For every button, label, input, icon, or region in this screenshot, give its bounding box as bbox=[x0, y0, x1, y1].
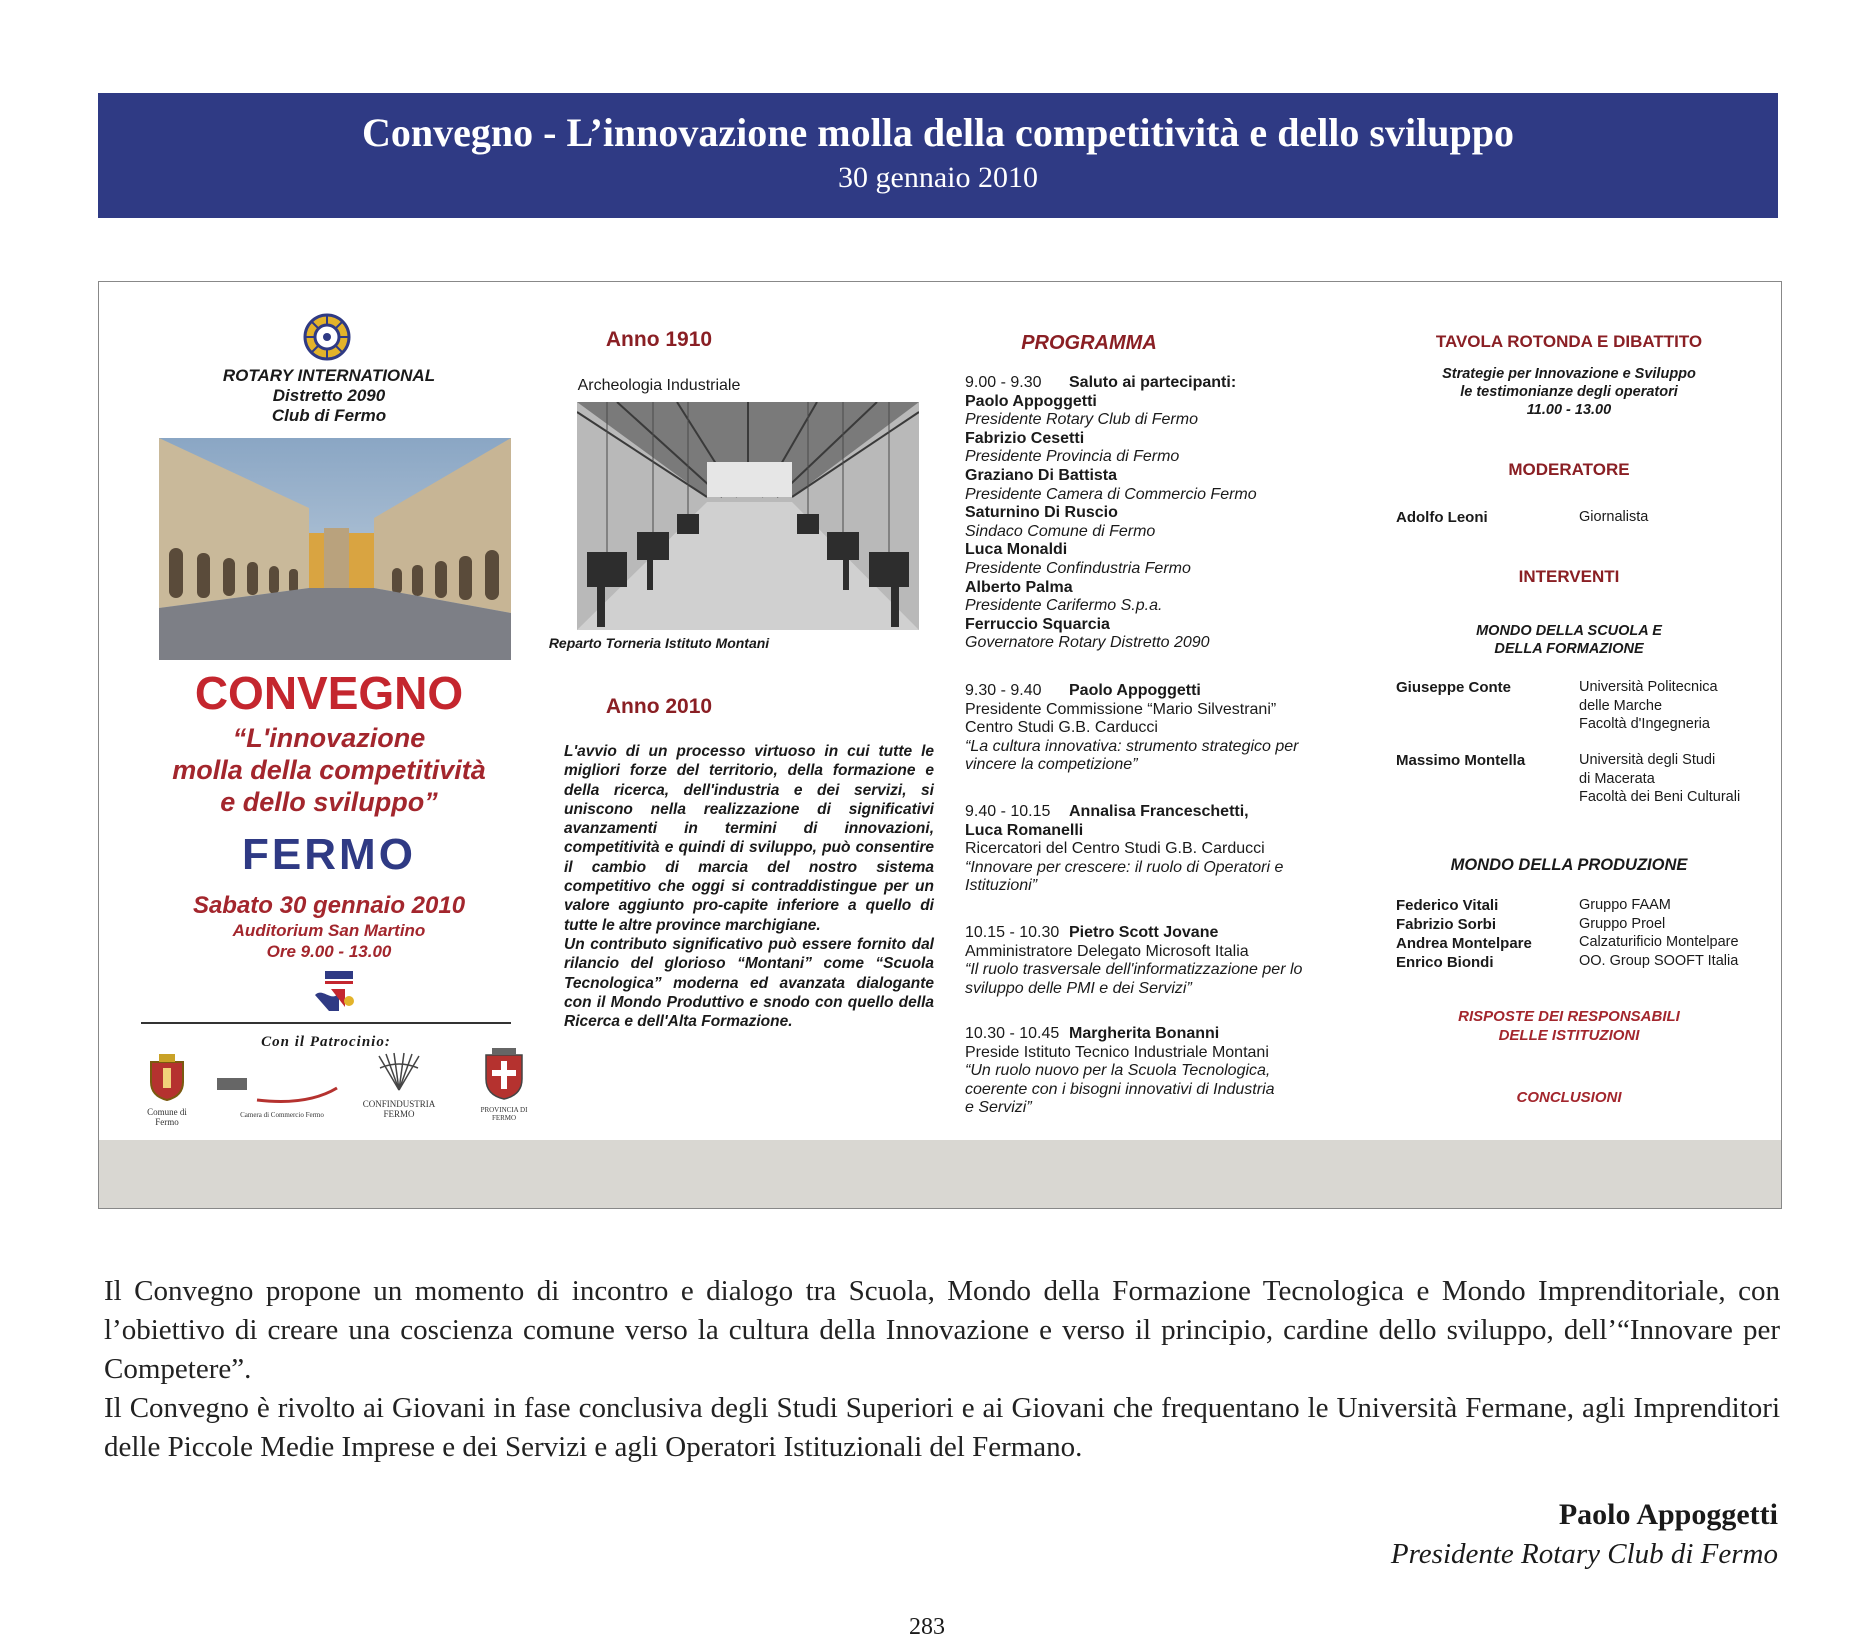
block1-title: Saluto ai partecipanti: bbox=[1069, 374, 1237, 391]
production-name: Federico Vitali bbox=[1396, 897, 1499, 914]
signature-name: Paolo Appoggetti bbox=[1558, 1498, 1778, 1531]
block5-talk-line: coerente con i bisogni innovativi di Industria bbox=[965, 1080, 1275, 1098]
speaker-name: Alberto Palma bbox=[965, 578, 1073, 596]
block4-talk-line: “Il ruolo trasversale dell'informatizzazione per lo bbox=[965, 961, 1303, 979]
comune-label: Comune di Fermo bbox=[147, 1107, 187, 1127]
block5-talk-line: e Servizi” bbox=[965, 1099, 1032, 1117]
header-banner bbox=[98, 93, 1778, 218]
block2-speaker: Paolo Appoggetti bbox=[1069, 682, 1201, 699]
photo-caption-bottom: Reparto Torneria Istituto Montani bbox=[548, 635, 770, 651]
production-names bbox=[1396, 896, 1532, 972]
year-1910-heading: Anno 1910 bbox=[605, 328, 713, 351]
block4-talk-line: sviluppo delle PMI e dei Servizi” bbox=[965, 979, 1192, 997]
production-name: Fabrizio Sorbi bbox=[1396, 916, 1497, 933]
moderatore-heading: MODERATORE bbox=[1508, 460, 1630, 479]
tavola-sub-line: 11.00 - 13.00 bbox=[1526, 402, 1612, 418]
event-hours: Ore 9.00 - 13.00 bbox=[266, 942, 392, 961]
camera-logo bbox=[217, 1072, 347, 1119]
rotary-club-name bbox=[179, 366, 479, 426]
affiliation-line: Facoltà dei Beni Culturali bbox=[1579, 789, 1741, 806]
risposte-line: DELLE ISTITUZIONI bbox=[1498, 1027, 1640, 1044]
comune-crest-icon bbox=[147, 1052, 187, 1102]
subtitle-line-3: e dello sviluppo” bbox=[220, 787, 438, 817]
affiliation-line: Università Politecnica bbox=[1579, 679, 1718, 695]
description-paragraph-1: Il Convegno propone un momento di incontro e dialogo tra Scuola, Mondo della Formazione Tecnologica e Mondo Imprenditoriale, con l’obiettivo di creare una coscienza comune verso la cultura della Innovazione e verso il principio, cardine dello sviluppo, dell’“Innovare per Competere”. bbox=[104, 1275, 1780, 1385]
club-logo-icon bbox=[309, 967, 359, 1017]
scuola-heading-line: MONDO DELLA SCUOLA E bbox=[1476, 623, 1662, 639]
city-title: FERMO bbox=[242, 830, 416, 879]
piazza-photo bbox=[159, 438, 511, 660]
program-block-4 bbox=[965, 924, 1365, 998]
tavola-rotonda-heading: TAVOLA ROTONDA E DIBATTITO bbox=[1435, 332, 1703, 351]
affiliation-line: di Macerata bbox=[1579, 770, 1655, 787]
block5-time: 10.30 - 10.45 bbox=[965, 1025, 1060, 1042]
speaker-name: Graziano Di Battista bbox=[965, 466, 1118, 484]
speaker-role: Presidente Carifermo S.p.a. bbox=[965, 597, 1163, 615]
block4-time: 10.15 - 10.30 bbox=[965, 924, 1060, 941]
page-number: 283 bbox=[909, 1614, 945, 1640]
banner-title: Convegno - L’innovazione molla della competitività e dello sviluppo bbox=[362, 110, 1514, 155]
speaker-role: Presidente Provincia di Fermo bbox=[965, 448, 1180, 466]
subtitle-line-2: molla della competitività bbox=[172, 755, 486, 785]
confindustria-label: CONFINDUSTRIA FERMO bbox=[362, 1099, 436, 1119]
scuola-heading bbox=[1379, 622, 1759, 658]
provincia-label: PROVINCIA DI FERMO bbox=[480, 1106, 528, 1122]
block3-speaker-2: Luca Romanelli bbox=[965, 821, 1084, 839]
camera-commercio-icon bbox=[217, 1072, 347, 1106]
block3-role-line: Ricercatori del Centro Studi G.B. Carducci bbox=[965, 840, 1265, 858]
block4-speaker: Pietro Scott Jovane bbox=[1069, 924, 1219, 941]
conclusioni-heading: CONCLUSIONI bbox=[1516, 1089, 1622, 1106]
block1-time: 9.00 - 9.30 bbox=[965, 374, 1042, 391]
production-affiliation: Calzaturificio Montelpare bbox=[1579, 934, 1739, 951]
rotary-line-2: Distretto 2090 bbox=[272, 386, 386, 405]
comune-logo bbox=[137, 1052, 197, 1127]
speaker-name: Ferruccio Squarcia bbox=[965, 615, 1110, 633]
signature-role: Presidente Rotary Club di Fermo bbox=[1390, 1538, 1778, 1570]
speaker-role: Presidente Confindustria Fermo bbox=[965, 559, 1191, 577]
block5-talk-line: “Un ruolo nuovo per la Scuola Tecnologica, bbox=[965, 1062, 1271, 1080]
risposte-line: RISPOSTE DEI RESPONSABILI bbox=[1458, 1008, 1680, 1025]
production-affiliation: OO. Group SOOFT Italia bbox=[1579, 953, 1739, 970]
produzione-heading: MONDO DELLA PRODUZIONE bbox=[1450, 856, 1688, 874]
block3-speaker: Annalisa Franceschetti, bbox=[1069, 803, 1249, 820]
speaker-name: Luca Monaldi bbox=[965, 541, 1068, 559]
provincia-logo bbox=[477, 1047, 531, 1122]
convegno-title: CONVEGNO bbox=[194, 667, 464, 719]
year-2010-heading: Anno 2010 bbox=[605, 695, 713, 718]
block5-role-line: Preside Istituto Tecnico Industriale Montani bbox=[965, 1043, 1269, 1061]
vision-paragraph-1: L'avvio di un processo virtuoso in cui tutte le migliori forze del territorio, della formazione e della ricerca, dell'industria e dei servizi, si uniscono nella realizzazione di significativi avanzamenti in termini di innovazioni, competitività e quindi di sviluppo, può consentire il cambio di marcia del nostro sistema competitivo che oggi si contraddistingue per un valore aggiunto pro-capite inferiore a quello di tutte le altre province marchigiane. bbox=[564, 743, 934, 934]
scuola-heading-line: DELLA FORMAZIONE bbox=[1494, 641, 1644, 657]
block2-role-line: Presidente Commissione “Mario Silvestrani” bbox=[965, 700, 1277, 718]
block2-role-line: Centro Studi G.B. Carducci bbox=[965, 719, 1158, 737]
moderator-role: Giornalista bbox=[1579, 509, 1649, 525]
speaker-name: Fabrizio Cesetti bbox=[965, 429, 1085, 447]
speaker-affiliation-conte bbox=[1579, 678, 1718, 734]
affiliation-line: Università degli Studi bbox=[1579, 752, 1716, 768]
speaker-role: Presidente Rotary Club di Fermo bbox=[965, 411, 1198, 429]
programma-heading: PROGRAMMA bbox=[1021, 332, 1157, 354]
tavola-rotonda-subtitle bbox=[1379, 365, 1759, 419]
description-paragraph-2: Il Convegno è rivolto ai Giovani in fase conclusiva degli Studi Superiori e ai Giovani che frequentano le Università Fermane, agli Imprenditori delle Piccole Medie Imprese e dei Servizi e agli Operatori Istituzionali del Fermano. bbox=[104, 1392, 1780, 1463]
event-poster bbox=[98, 281, 1782, 1209]
block2-time: 9.30 - 9.40 bbox=[965, 682, 1042, 699]
block2-talk-line: vincere la competizione” bbox=[965, 756, 1138, 774]
patronage-label: Con il Patrocinio: bbox=[261, 1034, 391, 1050]
production-affiliation: Gruppo Proel bbox=[1579, 915, 1666, 932]
affiliation-line: Facoltà d'Ingegneria bbox=[1579, 716, 1710, 733]
risposte-heading bbox=[1379, 1007, 1759, 1045]
block5-speaker: Margherita Bonanni bbox=[1069, 1025, 1220, 1042]
tavola-sub-line: le testimonianze degli operatori bbox=[1460, 384, 1678, 400]
speaker-name: Paolo Appoggetti bbox=[965, 392, 1097, 410]
vision-paragraph-2: Un contributo significativo può essere fornito dal rilancio del glorioso “Montani” come “Scuola Tecnologica” moderna ed avanzata dialogante con il Mondo Produttivo e snodo con quello della Ricerca e dell'Alta Formazione. bbox=[564, 935, 934, 1031]
block3-talk-line: Istituzioni” bbox=[965, 877, 1038, 895]
production-name: Enrico Biondi bbox=[1396, 954, 1494, 971]
event-date: Sabato 30 gennaio 2010 bbox=[192, 892, 466, 919]
production-affiliations bbox=[1579, 896, 1739, 971]
convegno-subtitle bbox=[129, 722, 529, 818]
speaker-role: Presidente Camera di Commercio Fermo bbox=[965, 485, 1257, 503]
banner-date: 30 gennaio 2010 bbox=[838, 161, 1038, 194]
rotary-line-1: ROTARY INTERNATIONAL bbox=[222, 366, 436, 385]
program-block-1 bbox=[965, 374, 1365, 653]
program-block-3 bbox=[965, 803, 1365, 896]
production-name: Andrea Montelpare bbox=[1396, 935, 1532, 952]
rotary-wheel-icon bbox=[302, 312, 352, 362]
speaker-name-conte: Giuseppe Conte bbox=[1396, 679, 1512, 696]
production-affiliation: Gruppo FAAM bbox=[1579, 897, 1671, 913]
interventi-heading: INTERVENTI bbox=[1518, 567, 1620, 586]
rotary-line-3: Club di Fermo bbox=[271, 406, 387, 425]
speaker-name: Saturnino Di Ruscio bbox=[965, 504, 1118, 522]
block4-role-line: Amministratore Delegato Microsoft Italia bbox=[965, 942, 1249, 960]
tavola-sub-line: Strategie per Innovazione e Sviluppo bbox=[1442, 366, 1696, 382]
program-block-5 bbox=[965, 1025, 1365, 1118]
description-text bbox=[104, 1272, 1780, 1467]
speaker-role: Sindaco Comune di Fermo bbox=[965, 522, 1156, 540]
factory-photo bbox=[577, 402, 919, 630]
event-venue: Auditorium San Martino bbox=[232, 921, 426, 940]
patronage-divider bbox=[141, 1022, 511, 1024]
speaker-affiliation-montella bbox=[1579, 751, 1740, 807]
confindustria-icon bbox=[374, 1050, 424, 1094]
subtitle-line-1: “L'innovazione bbox=[232, 723, 426, 753]
moderator-name: Adolfo Leoni bbox=[1396, 509, 1488, 526]
poster-bottom-band bbox=[99, 1140, 1781, 1208]
program-block-2 bbox=[965, 682, 1365, 775]
speaker-name-montella: Massimo Montella bbox=[1396, 752, 1526, 769]
block2-talk-line: “La cultura innovativa: strumento strategico per bbox=[965, 737, 1299, 755]
vision-text bbox=[564, 742, 934, 1031]
block3-talk-line: “Innovare per crescere: il ruolo di Operatori e bbox=[965, 858, 1284, 876]
confindustria-logo bbox=[359, 1050, 439, 1119]
provincia-crest-icon bbox=[482, 1047, 526, 1101]
photo-caption-top: Archeologia Industriale bbox=[577, 377, 741, 394]
affiliation-line: delle Marche bbox=[1579, 697, 1663, 714]
camera-label: Camera di Commercio Fermo bbox=[240, 1111, 324, 1119]
block3-time: 9.40 - 10.15 bbox=[965, 803, 1051, 820]
speaker-role: Governatore Rotary Distretto 2090 bbox=[965, 634, 1210, 652]
